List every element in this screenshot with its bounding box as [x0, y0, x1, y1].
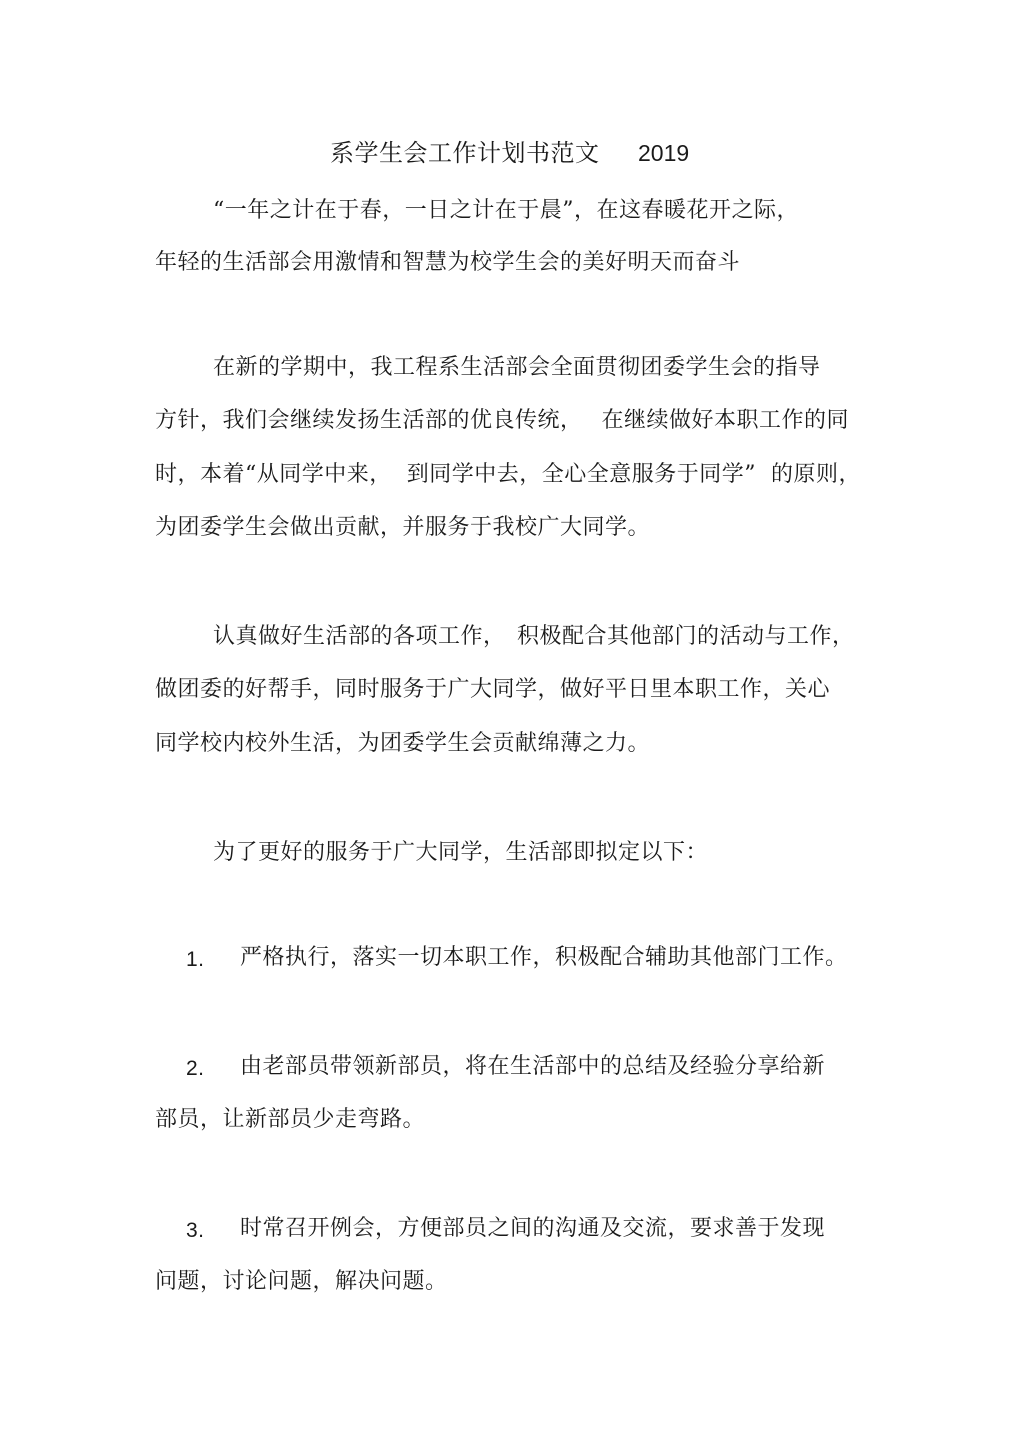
para3-line-1: 为了更好的服务于广大同学，生活部即拟定以下：: [213, 840, 709, 865]
para1-line-1: 在新的学期中，我工程系生活部会全面贯彻团委学生会的指导: [213, 355, 821, 380]
list-item-1-number: 1.: [186, 948, 205, 971]
list-item-2-number: 2.: [186, 1057, 205, 1080]
list-item-2-line-1: 由老部员带领新部员，将在生活部中的总结及经验分享给新: [240, 1054, 826, 1079]
para1-line-4: 为团委学生会做出贡献，并服务于我校广大同学。: [155, 515, 651, 540]
list-item-3-number: 3.: [186, 1219, 205, 1242]
document-title: 系学生会工作计划书范文: [330, 139, 600, 167]
document-title-year: 2019: [638, 140, 690, 166]
list-item-2-line-2: 部员，让新部员少走弯路。: [155, 1107, 426, 1132]
para1-line-2: 方针，我们会继续发扬生活部的优良传统， 在继续做好本职工作的同: [155, 408, 849, 433]
para1-line-3: 时，本着“从同学中来， 到同学中去，全心全意服务于同学” 的原则，: [155, 462, 861, 487]
intro-line-2: 年轻的生活部会用激情和智慧为校学生会的美好明天而奋斗: [155, 250, 741, 275]
intro-line-1: “一年之计在于春，一日之计在于晨”，在这春暖花开之际，: [213, 198, 799, 223]
para2-line-2: 做团委的好帮手，同时服务于广大同学，做好平日里本职工作，关心: [155, 677, 831, 702]
list-item-3-line-2: 问题，讨论问题，解决问题。: [155, 1269, 448, 1294]
list-item-3-line-1: 时常召开例会，方便部员之间的沟通及交流，要求善于发现: [240, 1216, 826, 1241]
para2-line-3: 同学校内校外生活，为团委学生会贡献绵薄之力。: [155, 731, 651, 756]
list-item-1-line-1: 严格执行，落实一切本职工作，积极配合辅助其他部门工作。: [240, 945, 848, 970]
para2-line-1: 认真做好生活部的各项工作， 积极配合其他部门的活动与工作，: [213, 624, 855, 649]
